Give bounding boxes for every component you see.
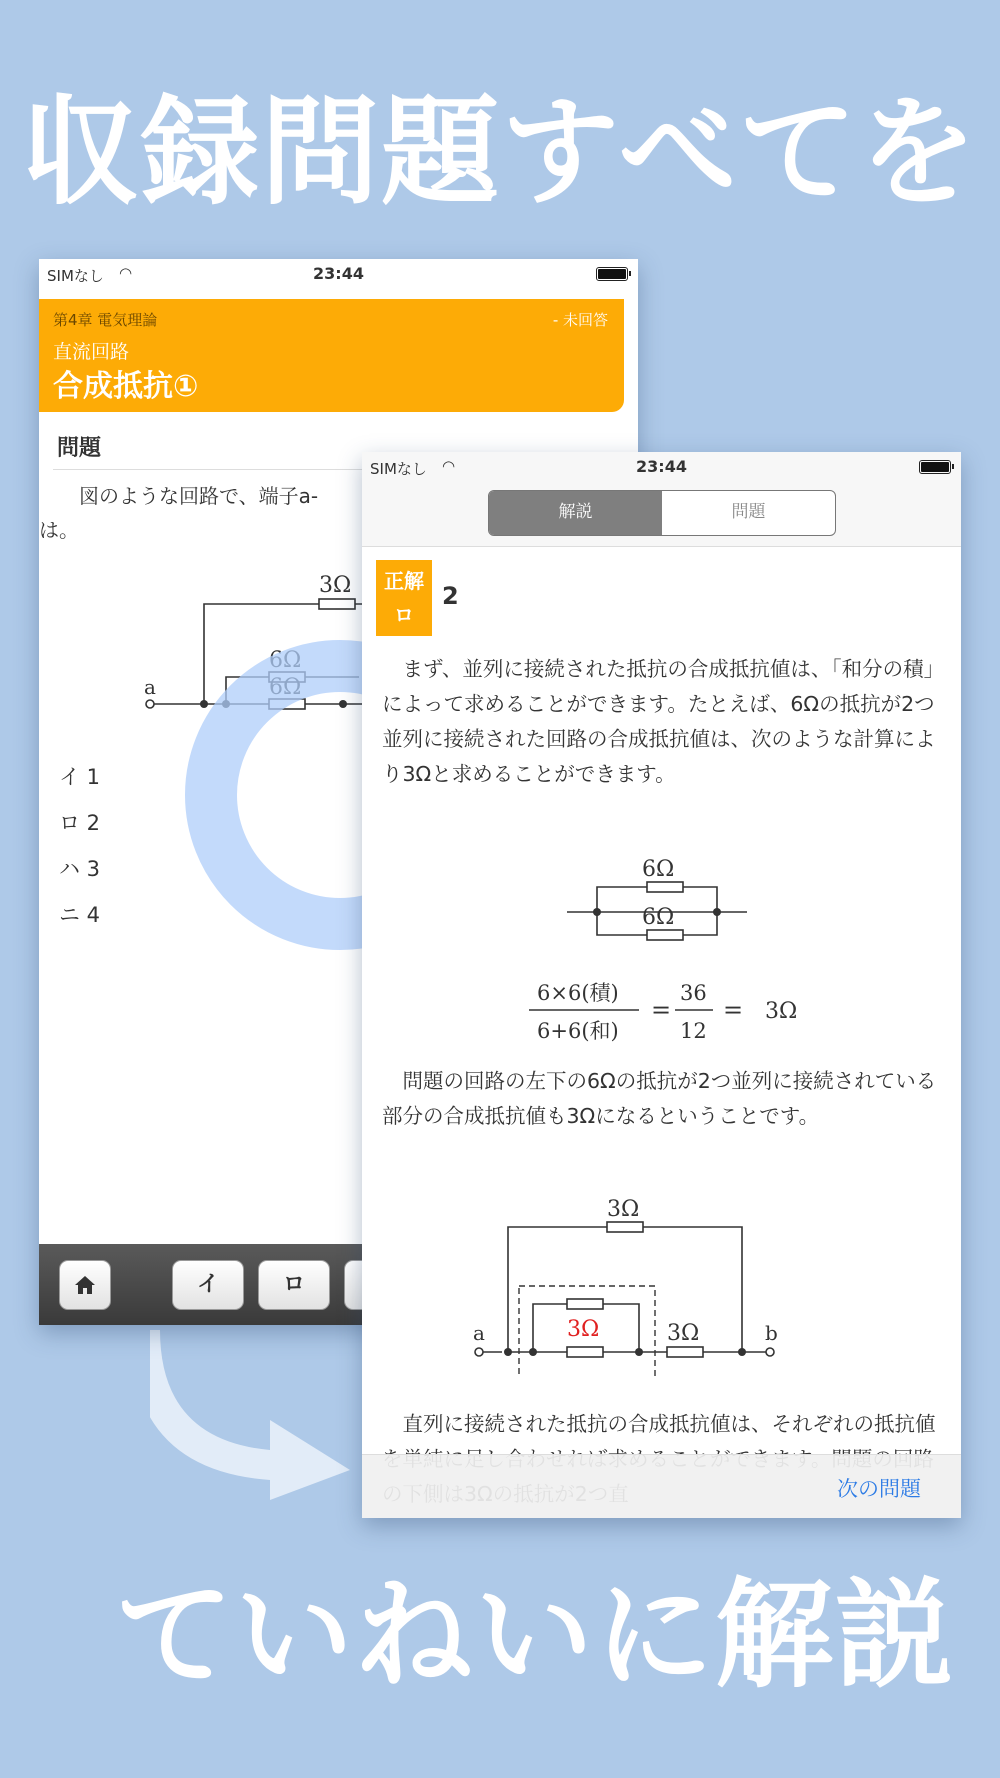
r-top-label: 3Ω bbox=[319, 573, 352, 598]
r-mid-label: 6Ω bbox=[269, 648, 302, 673]
formula-equals-2: = bbox=[723, 996, 744, 1024]
answer-button-ro[interactable]: ロ bbox=[258, 1260, 330, 1310]
section-label: 直流回路 bbox=[53, 341, 130, 363]
r-bot-label: 6Ω bbox=[269, 675, 302, 700]
diagram2-r-series: 3Ω bbox=[667, 1321, 700, 1346]
clock: 23:44 bbox=[636, 457, 687, 476]
terminal-a-label: a bbox=[144, 675, 156, 699]
battery-icon bbox=[919, 460, 951, 474]
tab-question[interactable]: 問題 bbox=[731, 502, 766, 522]
formula bbox=[527, 972, 817, 1052]
carrier-label: SIMなし bbox=[370, 460, 427, 478]
diagram2-r-top: 3Ω bbox=[607, 1197, 640, 1222]
home-icon bbox=[74, 1274, 96, 1296]
wifi-icon: ◠ bbox=[442, 457, 456, 475]
choice-list bbox=[59, 761, 100, 945]
diagram2-terminal-b: b bbox=[765, 1321, 778, 1345]
headline-top: 収録問題すべてを bbox=[21, 83, 979, 221]
segmented-control bbox=[488, 490, 836, 536]
status-bar bbox=[362, 452, 961, 482]
explanation-screen bbox=[362, 452, 961, 1518]
parallel-diagram bbox=[562, 852, 762, 952]
home-button[interactable] bbox=[59, 1260, 111, 1310]
tab-explanation[interactable]: 解説 bbox=[489, 491, 662, 535]
diagram1-r1: 6Ω bbox=[642, 857, 675, 882]
question-text: 図のような回路で、端子a- は。 bbox=[39, 484, 319, 542]
question-heading: 問題 bbox=[57, 436, 102, 461]
formula-denominator: 6+6(和) bbox=[537, 1019, 619, 1043]
next-question-button[interactable]: 次の問題 bbox=[837, 1477, 921, 1501]
headline-bottom: ていねいに解説 bbox=[114, 1566, 955, 1704]
wifi-icon: ◠ bbox=[119, 264, 133, 282]
explanation-paragraph-1: まず、並列に接続された抵抗の合成抵抗値は、「和分の積」によって求めることができます。たとえば、6Ωの抵抗が2つ並列に接続された回路の合成抵抗値は、次のような計算により3Ωと求めることができます。 bbox=[382, 657, 945, 786]
formula-result: 3Ω bbox=[765, 999, 798, 1024]
choice-item[interactable]: ニ 4 bbox=[59, 903, 101, 927]
answer-value: 2 bbox=[442, 582, 459, 610]
explanation-paragraph-2: 問題の回路の左下の6Ωの抵抗が2つ並列に接続されている部分の合成抵抗値も3Ωになるということです。 bbox=[382, 1069, 937, 1128]
question-title: 合成抵抗① bbox=[53, 369, 199, 404]
answer-status: - 未回答 bbox=[552, 311, 608, 329]
answer-button-i[interactable]: イ bbox=[172, 1260, 244, 1310]
formula-frac2-numerator: 36 bbox=[680, 981, 707, 1005]
formula-numerator: 6×6(積) bbox=[537, 981, 619, 1005]
status-bar bbox=[39, 259, 638, 289]
formula-equals-1: = bbox=[651, 996, 672, 1024]
formula-frac2-denominator: 12 bbox=[680, 1019, 707, 1043]
curved-arrow-icon bbox=[150, 1330, 370, 1500]
choice-item[interactable]: ハ 3 bbox=[59, 857, 101, 881]
bottom-nav-bar bbox=[362, 1454, 961, 1518]
explanation-paragraph-3: 直列に接続された抵抗の合成抵抗値は、それぞれの抵抗値 bbox=[402, 1412, 936, 1436]
battery-icon bbox=[596, 267, 628, 281]
chapter-label: 第4章 電気理論 bbox=[53, 311, 158, 329]
question-header bbox=[39, 299, 624, 412]
carrier-label: SIMなし bbox=[47, 267, 104, 285]
diagram2-terminal-a: a bbox=[473, 1321, 485, 1345]
reduced-circuit-diagram bbox=[467, 1192, 847, 1377]
choice-item[interactable]: ロ 2 bbox=[59, 811, 101, 835]
choice-item[interactable]: イ 1 bbox=[59, 765, 101, 789]
diagram2-r-combined: 3Ω bbox=[567, 1317, 600, 1342]
diagram1-r2: 6Ω bbox=[642, 905, 675, 930]
correct-answer-badge: 正解 ロ bbox=[376, 560, 432, 636]
clock: 23:44 bbox=[313, 264, 364, 283]
